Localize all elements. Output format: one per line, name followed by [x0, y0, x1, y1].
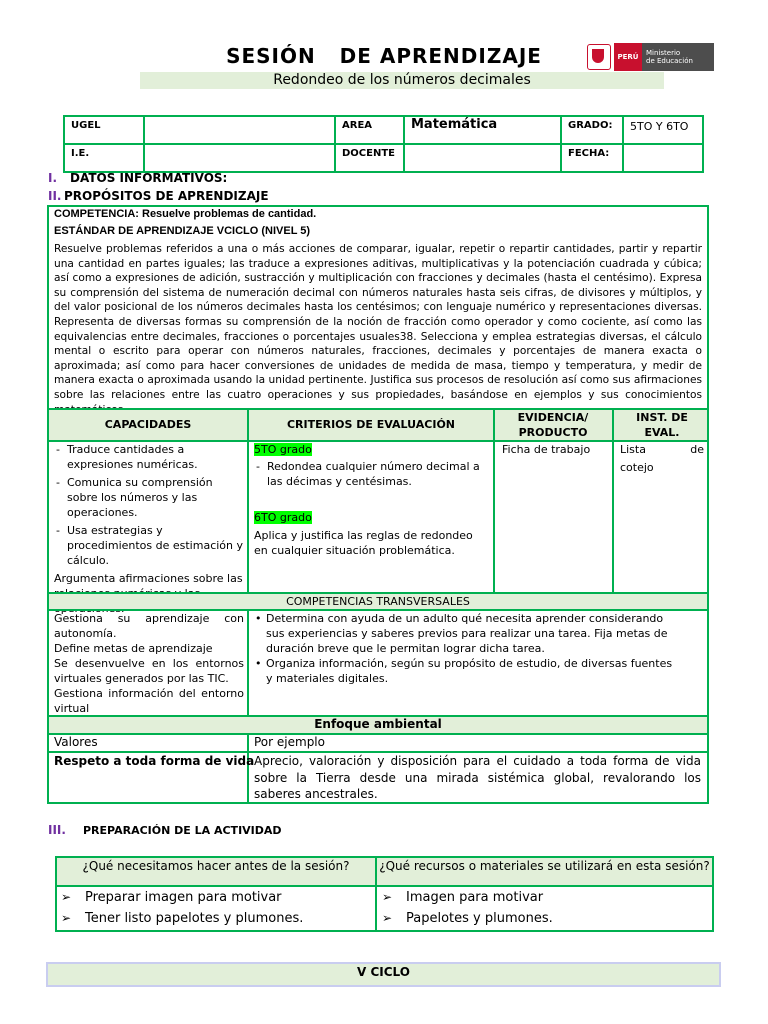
- ugel-value: [144, 116, 335, 144]
- list-item: - Usa estrategias y procedimientos de estimación y cálculo.: [54, 523, 244, 568]
- area-value: Matemática: [404, 116, 561, 144]
- grade-6-label: 6TO grado: [254, 511, 312, 524]
- list-item: ➢ Papelotes y plumones.: [378, 908, 708, 929]
- list-item: - Traduce cantidades a expresiones numéricas.: [54, 442, 244, 472]
- capacidad-extra: Argumenta afirmaciones sobre las: [54, 572, 243, 585]
- evidencia-value: Ficha de trabajo: [502, 443, 591, 456]
- list-item: - Comunica su comprensión sobre los números y las operaciones.: [54, 475, 244, 520]
- valores-label: Valores: [54, 735, 98, 749]
- inst-eval-word: de: [690, 443, 704, 456]
- estandar-text: Resuelve problemas referidos a una o más acciones de comparar, igualar, repetir o repartir cantidades, partir y repartir una cantidad en partes iguales; las traduce a expresiones aditivas, multiplicativas y la potenciación cuadrada y cúbica; así como a expresiones de adición, sustracción y multiplicación con fracciones y decimales (hasta el centésimo). Expresa su comprensión del sistema de numeración decimal con números naturales hasta seis cifras, de divisores y múltiplos, y del valor posicional de los números decimales hasta los centésimos; con lenguaje numérico y representaciones diversas. Representa de diversas formas su comprensión de la noción de fracción como operador y como cociente, así como las equivalencias entre decimales, fracciones o porcentajes usuales38. Selecciona y emplea estrategias diversas, el cálculo mental o escrito para operar con números naturales, fracciones, decimales y porcentajes de manera exacta o aproximada; así como para hacer conversiones de unidades de medida de masa, tiempo y temperatura, y medir de manera exacta o aproximada usando la unidad pertinente. Justifica sus procesos de resolución así como sus afirmaciones sobre las relaciones entre las cuatro operaciones y sus propiedades, basándose en ejemplos y sus conocimientos: [54, 243, 702, 401]
- divider: [247, 609, 249, 715]
- competencia-text: COMPETENCIA: Resuelve problemas de cantidad.: [54, 208, 317, 220]
- peru-shield-icon: [587, 44, 611, 70]
- ugel-label: UGEL: [64, 116, 144, 144]
- col-evidencia: EVIDENCIA/ PRODUCTO: [517, 411, 589, 439]
- section-3-number: III.: [48, 823, 66, 837]
- grade-5-label: 5TO grado: [254, 443, 312, 456]
- valor-text: Aprecio, valoración y disposición para el cuidado a toda forma de vida sobre la Tierra desde una mirada sistémica global, revalorando los saberes ancestrales.: [254, 754, 701, 801]
- preparation-right-list: [378, 887, 708, 929]
- divider: [47, 408, 709, 410]
- logo-ministerio-line1: Ministerio: [646, 49, 681, 57]
- list-item: ➢ Imagen para motivar: [378, 887, 708, 908]
- grado-label: GRADO:: [561, 116, 623, 144]
- enfoque-title: Enfoque ambiental: [314, 717, 442, 731]
- ejemplo-label: Por ejemplo: [254, 735, 325, 749]
- section-3-title: PREPARACIÓN DE LA ACTIVIDAD: [83, 824, 282, 837]
- transversal-left-item: Gestiona su aprendizaje con autonomía.: [54, 612, 244, 640]
- area-label: AREA: [335, 116, 404, 144]
- fecha-label: FECHA:: [561, 144, 623, 172]
- preparation-left-list: [57, 887, 373, 929]
- docente-label: DOCENTE: [335, 144, 404, 172]
- title-part-2: DE APRENDIZAJE: [339, 44, 542, 68]
- section-1-heading: [48, 171, 227, 185]
- col-capacidades: CAPACIDADES: [104, 418, 192, 431]
- list-item: • Organiza información, según su propósito de estudio, de diversas fuentes y materiales digitales.: [253, 656, 673, 686]
- list-item: ➢ Preparar imagen para motivar: [57, 887, 373, 908]
- grade-6-criterio: Aplica y justifica las reglas de redondeo en cualquier situación problemática.: [254, 529, 473, 557]
- title-part-1: SESIÓN: [226, 44, 316, 68]
- inst-eval-value: [620, 442, 704, 475]
- list-item: • Determina con ayuda de un adulto qué necesita aprender considerando sus experiencias y saberes previos para realizar una tarea. Fija metas de duración breve que le permitan lograr dicha tarea.: [253, 611, 673, 656]
- section-3-heading: [48, 823, 282, 837]
- section-2-heading: [48, 189, 269, 203]
- grado-value: 5TO Y 6TO: [623, 116, 703, 144]
- info-table: [63, 115, 704, 173]
- logo-ministerio-text: [642, 43, 714, 71]
- ie-label: I.E.: [64, 144, 144, 172]
- transversal-left: [54, 611, 244, 716]
- preparation-q1: ¿Qué necesitamos hacer antes de la sesión?: [82, 859, 350, 873]
- divider: [247, 408, 249, 592]
- ciclo-label: V CICLO: [357, 965, 410, 979]
- section-2-number: II.: [48, 189, 62, 203]
- session-subtitle: Redondeo de los números decimales: [140, 72, 664, 89]
- section-2-title: PROPÓSITOS DE APRENDIZAJE: [64, 189, 269, 203]
- logo-peru-text: PERÚ: [614, 43, 642, 71]
- logo-ministerio-line2: de Educación: [646, 57, 693, 65]
- capacidades-list: [54, 442, 244, 616]
- col-inst: INST. DE EVAL.: [636, 411, 688, 439]
- list-item: ➢ Tener listo papelotes y plumones.: [57, 908, 373, 929]
- preparation-q2: ¿Qué recursos o materiales se utilizará en esta sesión?: [379, 859, 710, 873]
- inst-eval-word: Lista: [620, 443, 646, 456]
- transversal-right: [253, 611, 673, 686]
- divider: [47, 733, 709, 735]
- section-1-title: DATOS INFORMATIVOS:: [70, 171, 228, 185]
- estandar-title: ESTÁNDAR DE APRENDIZAJE VCICLO (NIVEL 5): [54, 225, 311, 237]
- divider: [612, 408, 614, 592]
- transversal-left-item: Define metas de aprendizaje: [54, 642, 213, 655]
- valor-name: Respeto a toda forma de vida: [54, 754, 255, 768]
- section-1-number: I.: [48, 171, 58, 185]
- col-criterios: CRITERIOS DE EVALUACIÓN: [286, 418, 456, 431]
- transversal-left-item: Gestiona información del entorno virtual: [54, 687, 244, 715]
- transversales-title: COMPETENCIAS TRANSVERSALES: [286, 595, 470, 608]
- grade-5-criterio: - Redondea cualquier número decimal a las décimas y centésimas.: [254, 459, 490, 489]
- inst-eval-word: cotejo: [620, 461, 654, 474]
- divider: [493, 408, 495, 592]
- criterios-cell: [254, 442, 490, 558]
- docente-value: [404, 144, 561, 172]
- ministerio-logo: [587, 43, 714, 71]
- transversal-left-item: Se desenvuelve en los entornos virtuales generados por las TIC.: [54, 657, 244, 685]
- ie-value: [144, 144, 335, 172]
- fecha-value: [623, 144, 703, 172]
